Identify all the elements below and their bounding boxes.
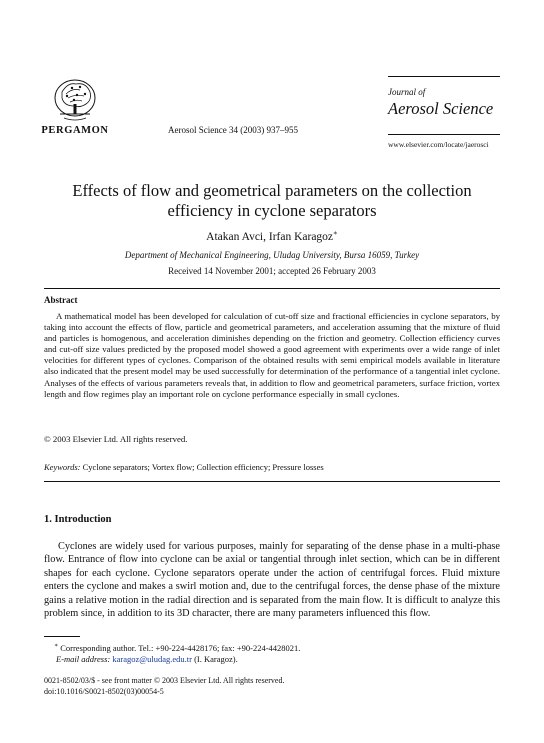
abstract-text: A mathematical model has been developed for calculation of cut-off size and fractional efficiencies in cyclone separators, by taking into account the effects of flow, particle and geometrical parameters, and acceleration assuming that the mixture of fluid and particles is homogenous, and acceleration diminishes depending on the friction and geometry. Collection efficiency curves and cut-off size values predicted by the proposed model showed a good agreement with experiments over a wide range of inlet velocities for different types of cyclones. Comparison of the obtained results with semi empirical models available in literature also indicated that the present model may be used successfully for determination of the performance of a tangential inlet cyclone. Analyses of the effects of various parameters reveals that, in addition to flow and geometrical parameters, surface friction, vortex length and flow regimes play an important role on cyclone performance especially in small cyclones. bbox=[44, 311, 500, 399]
keywords-label: Keywords: bbox=[44, 462, 81, 472]
journal-url[interactable]: www.elsevier.com/locate/jaerosci bbox=[388, 140, 489, 149]
journal-citation: Aerosol Science 34 (2003) 937–955 bbox=[168, 125, 298, 135]
article-authors bbox=[40, 229, 504, 243]
doi-line[interactable]: doi:10.1016/S0021-8502(03)00054-5 bbox=[44, 687, 164, 696]
issn-line: 0021-8502/03/$ - see front matter © 2003 Elsevier Ltd. All rights reserved. bbox=[44, 676, 285, 685]
abstract-rule-top bbox=[44, 288, 500, 289]
journal-name: Aerosol Science bbox=[388, 99, 494, 118]
abstract-rule-bottom bbox=[44, 481, 500, 482]
abstract-copyright: © 2003 Elsevier Ltd. All rights reserved. bbox=[44, 434, 188, 444]
publisher-logo bbox=[40, 76, 110, 136]
email-label: E-mail address: bbox=[56, 654, 111, 664]
email-link[interactable]: karagoz@uludag.edu.tr bbox=[112, 654, 192, 664]
publisher-name: PERGAMON bbox=[41, 125, 109, 136]
article-title: Effects of flow and geometrical parameters on the collection efficiency in cyclone separators bbox=[72, 181, 472, 220]
footnote-email bbox=[56, 654, 238, 664]
article-dates: Received 14 November 2001; accepted 26 February 2003 bbox=[168, 266, 376, 276]
masthead-rule-top bbox=[388, 76, 500, 77]
section-heading: 1. Introduction bbox=[44, 514, 112, 525]
journal-masthead bbox=[388, 76, 500, 149]
author-mark: ∗ bbox=[333, 229, 338, 237]
masthead-rule-bottom bbox=[388, 134, 500, 135]
email-suffix: (I. Karagoz). bbox=[191, 654, 238, 664]
journal-of-label: Journal of bbox=[388, 87, 426, 97]
footnote-rule bbox=[44, 636, 80, 637]
tree-emblem-icon bbox=[50, 76, 100, 124]
footnote-mark: ∗ bbox=[54, 643, 59, 649]
keywords-text: Cyclone separators; Vortex flow; Collection efficiency; Pressure losses bbox=[82, 462, 324, 472]
author-names: Atakan Avci, Irfan Karagoz bbox=[206, 230, 334, 243]
author-affiliation: Department of Mechanical Engineering, Uludag University, Bursa 16059, Turkey bbox=[124, 250, 420, 260]
footnote-corresponding-text: Corresponding author. Tel.: +90-224-4428176; fax: +90-224-4428021. bbox=[60, 642, 301, 653]
keywords bbox=[44, 462, 324, 472]
abstract-heading: Abstract bbox=[44, 295, 78, 305]
introduction-paragraph: Cyclones are widely used for various purposes, mainly for separating of the dense phase in a multi-phase flow. Entrance of flow into cyclone can be axial or tangential through inlet section, which can be in different shapes for each cyclone. Cyclone separators operate under the action of centrifugal forces. Fluid mixture enters the cyclone and makes a swirl motion and, due to the centrifugal forces, the dense phase of the mixture gains a relative motion in the radial direction and is separated from the main flow. It is difficult to analyze this problem since, in addition to its 3D character, there are many parameters influenced this flow. bbox=[44, 541, 500, 620]
footnote-corresponding bbox=[54, 642, 300, 653]
